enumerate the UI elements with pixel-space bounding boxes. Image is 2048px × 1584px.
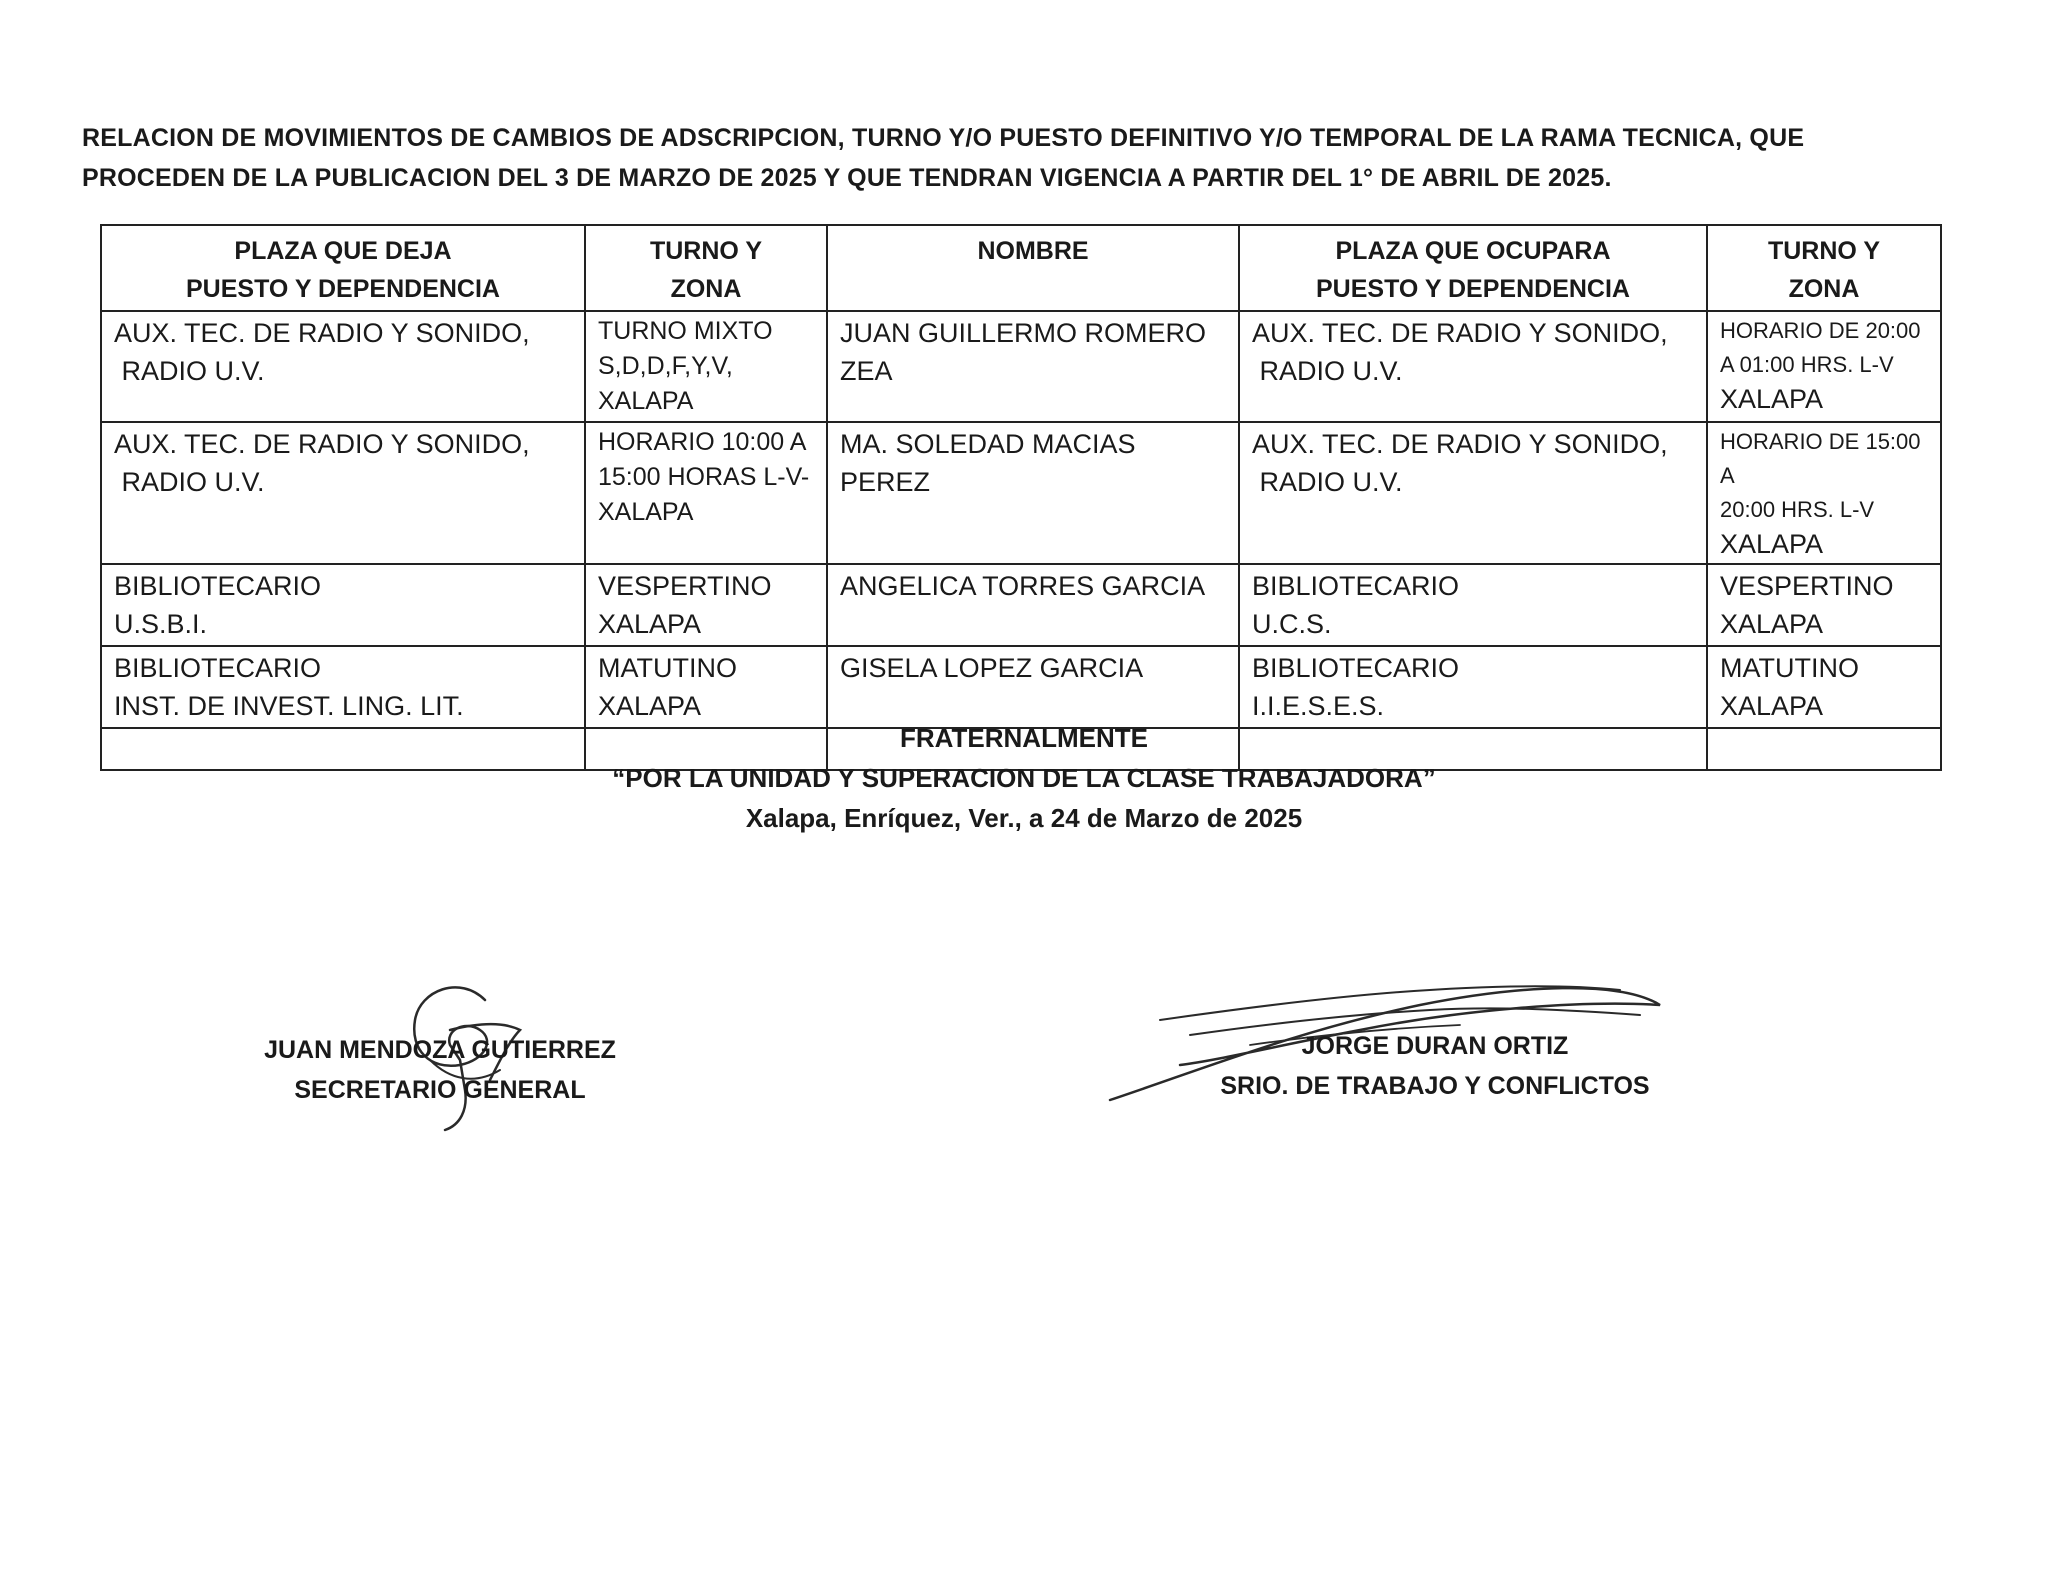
cell-text: U.S.B.I. xyxy=(114,609,208,639)
cell-text: AUX. TEC. DE RADIO Y SONIDO, xyxy=(1252,429,1668,459)
header-text: ZONA xyxy=(1788,275,1860,303)
header-plaza-deja xyxy=(101,225,585,311)
cell-turno-zona-ocupara xyxy=(1707,646,1941,728)
cell-text: MATUTINO xyxy=(598,653,737,683)
cell-text: BIBLIOTECARIO xyxy=(114,653,322,683)
cell-text: GISELA LOPEZ GARCIA xyxy=(840,653,1144,683)
signer-name: JORGE DURAN ORTIZ xyxy=(1301,1032,1569,1060)
cell-text: XALAPA xyxy=(1720,384,1824,414)
cell-text: HORARIO DE 20:00 xyxy=(1720,318,1921,343)
document-title xyxy=(82,118,1982,198)
cell-nombre xyxy=(827,646,1239,728)
header-text: TURNO Y xyxy=(1767,237,1881,265)
header-text: PLAZA QUE DEJA xyxy=(234,237,452,265)
cell-text: BIBLIOTECARIO xyxy=(114,571,322,601)
cell-plaza-ocupara xyxy=(1239,564,1707,646)
cell-turno-zona-ocupara xyxy=(1707,564,1941,646)
cell-text: XALAPA xyxy=(1720,529,1824,559)
cell-text: HORARIO 10:00 A xyxy=(598,428,807,456)
cell-plaza-deja xyxy=(101,564,585,646)
cell-text: BIBLIOTECARIO xyxy=(1252,571,1460,601)
header-nombre xyxy=(827,225,1239,311)
cell-turno-zona-deja xyxy=(585,564,827,646)
cell-text: XALAPA xyxy=(1720,609,1824,639)
cell-text: AUX. TEC. DE RADIO Y SONIDO, xyxy=(114,429,530,459)
title-line-2: PROCEDEN DE LA PUBLICACION DEL 3 DE MARZO DE 2025 Y QUE TENDRAN VIGENCIA A PARTIR DEL 1° DE ABRIL DE 2025. xyxy=(82,164,1612,192)
header-text: PUESTO Y DEPENDENCIA xyxy=(186,275,500,303)
header-row xyxy=(101,225,1941,311)
cell-text: XALAPA xyxy=(598,387,694,415)
salutation: FRATERNALMENTE xyxy=(900,723,1148,753)
cell-text: VESPERTINO xyxy=(598,571,772,601)
signer-role: SRIO. DE TRABAJO Y CONFLICTOS xyxy=(1220,1072,1650,1100)
closing-block xyxy=(0,718,2048,838)
cell-text: TURNO MIXTO xyxy=(598,317,773,345)
title-line-1: RELACION DE MOVIMIENTOS DE CAMBIOS DE ADSCRIPCION, TURNO Y/O PUESTO DEFINITIVO Y/O TEMPORAL DE LA RAMA TECNICA, QUE xyxy=(82,124,1805,152)
cell-text: RADIO U.V. xyxy=(114,467,265,497)
cell-text: VESPERTINO xyxy=(1720,571,1894,601)
header-text: NOMBRE xyxy=(977,237,1089,265)
cell-text: XALAPA xyxy=(1720,691,1824,721)
movements-table xyxy=(100,224,1942,771)
header-plaza-ocupara xyxy=(1239,225,1707,311)
header-text: PUESTO Y DEPENDENCIA xyxy=(1316,275,1630,303)
cell-plaza-ocupara xyxy=(1239,422,1707,564)
cell-text: BIBLIOTECARIO xyxy=(1252,653,1460,683)
cell-plaza-ocupara xyxy=(1239,646,1707,728)
header-text: TURNO Y xyxy=(649,237,763,265)
cell-text: 15:00 HORAS L-V- xyxy=(598,463,810,491)
signature-left xyxy=(240,1030,640,1110)
cell-nombre xyxy=(827,422,1239,564)
cell-text: ANGELICA TORRES GARCIA xyxy=(840,571,1206,601)
cell-text: XALAPA xyxy=(598,498,694,526)
signer-role: SECRETARIO GENERAL xyxy=(294,1076,586,1104)
cell-text: JUAN GUILLERMO ROMERO xyxy=(840,318,1207,348)
cell-turno-zona-deja xyxy=(585,311,827,422)
cell-nombre xyxy=(827,564,1239,646)
cell-plaza-ocupara xyxy=(1239,311,1707,422)
cell-turno-zona-deja xyxy=(585,646,827,728)
cell-text: RADIO U.V. xyxy=(1252,467,1403,497)
table-row xyxy=(101,422,1941,564)
cell-text: INST. DE INVEST. LING. LIT. xyxy=(114,691,464,721)
cell-text: RADIO U.V. xyxy=(1252,356,1403,386)
cell-text: RADIO U.V. xyxy=(114,356,265,386)
table-body xyxy=(101,311,1941,770)
cell-plaza-deja xyxy=(101,422,585,564)
table-row xyxy=(101,564,1941,646)
cell-text: XALAPA xyxy=(598,691,702,721)
header-turno-zona-deja xyxy=(585,225,827,311)
signer-name: JUAN MENDOZA GUTIERREZ xyxy=(264,1036,616,1064)
cell-text: AUX. TEC. DE RADIO Y SONIDO, xyxy=(114,318,530,348)
signature-right xyxy=(1205,1026,1665,1106)
place-date: Xalapa, Enríquez, Ver., a 24 de Marzo de 2025 xyxy=(745,803,1303,833)
header-text: ZONA xyxy=(670,275,742,303)
cell-text: A 01:00 HRS. L-V xyxy=(1720,352,1894,377)
table-header xyxy=(101,225,1941,311)
cell-text: I.I.E.S.E.S. xyxy=(1252,691,1385,721)
cell-text: 20:00 HRS. L-V xyxy=(1720,497,1875,522)
header-turno-zona-ocupara xyxy=(1707,225,1941,311)
cell-plaza-deja xyxy=(101,311,585,422)
cell-nombre xyxy=(827,311,1239,422)
header-text: PLAZA QUE OCUPARA xyxy=(1335,237,1611,265)
cell-text: ZEA xyxy=(840,356,893,386)
table-row xyxy=(101,646,1941,728)
cell-text: MA. SOLEDAD MACIAS PEREZ xyxy=(840,429,1144,497)
cell-text: S,D,D,F,Y,V, xyxy=(598,352,733,380)
table-row xyxy=(101,311,1941,422)
cell-text: AUX. TEC. DE RADIO Y SONIDO, xyxy=(1252,318,1668,348)
motto: “POR LA UNIDAD Y SUPERACION DE LA CLASE TRABAJADORA” xyxy=(612,763,1436,793)
cell-turno-zona-ocupara xyxy=(1707,422,1941,564)
cell-text: HORARIO DE 15:00 A xyxy=(1720,429,1926,488)
cell-turno-zona-deja xyxy=(585,422,827,564)
cell-text: MATUTINO xyxy=(1720,653,1859,683)
cell-text: U.C.S. xyxy=(1252,609,1332,639)
cell-plaza-deja xyxy=(101,646,585,728)
cell-text: XALAPA xyxy=(598,609,702,639)
cell-turno-zona-ocupara xyxy=(1707,311,1941,422)
